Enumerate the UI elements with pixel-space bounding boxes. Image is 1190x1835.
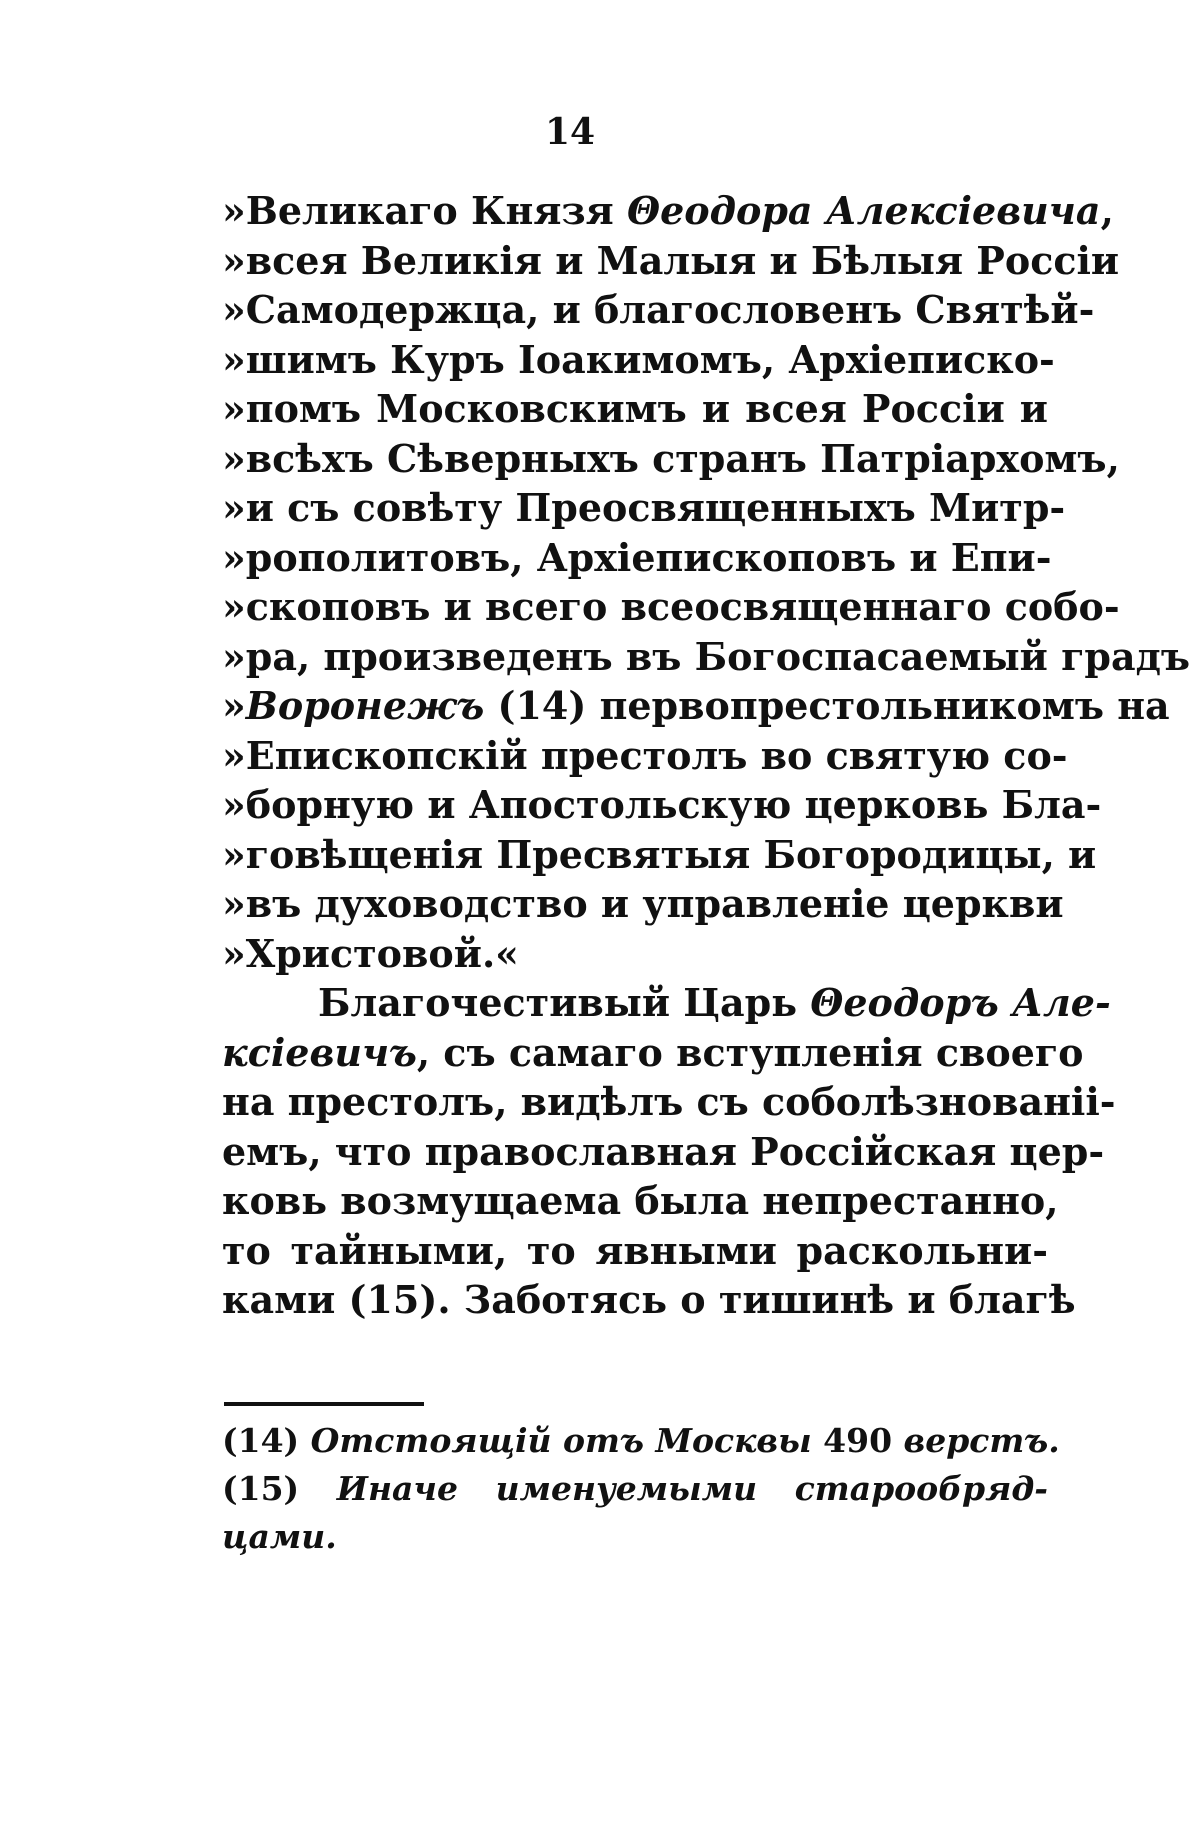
- text-segment: »рополитовъ, Архіепископовъ и Епи-: [222, 534, 1052, 580]
- body-line: [222, 285, 1095, 335]
- body-line: [222, 780, 1102, 830]
- body-line: [222, 731, 1068, 781]
- text-segment: ,: [1100, 188, 1114, 233]
- body-line: [222, 830, 1097, 880]
- body-line: [222, 483, 1066, 533]
- body-line: [222, 335, 1055, 385]
- page-number: 14: [544, 111, 596, 153]
- italic-text: верстъ.: [903, 1421, 1060, 1460]
- body-line: [222, 879, 1064, 929]
- body-line: [222, 632, 1190, 682]
- text-segment: »говѣщенія Пресвятыя Богородицы, и: [222, 831, 1097, 877]
- body-line: [222, 384, 1048, 434]
- italic-text: Иначе именуемыми старообряд-: [336, 1469, 1049, 1508]
- footnote-line: [222, 1417, 1060, 1465]
- text-segment: емъ, что православная Россійская цер-: [222, 1128, 1105, 1174]
- text-segment: »помъ Московскимъ и всея Россіи и: [222, 386, 1048, 431]
- text-segment: »всѣхъ Сѣверныхъ странъ Патріархомъ,: [222, 435, 1120, 481]
- body-line: [222, 1176, 1059, 1226]
- text-segment: »скоповъ и всего всеосвященнаго собо-: [222, 584, 1120, 629]
- italic-text: Отстоящій отъ Москвы: [310, 1421, 812, 1460]
- text-segment: »Великаго Князя: [222, 188, 627, 233]
- text-segment: 490: [811, 1421, 904, 1460]
- text-segment: , съ самаго вступленія своего: [416, 1029, 1084, 1075]
- text-segment: »шимъ Куръ Іоакимомъ, Архіеписко-: [222, 336, 1055, 382]
- text-segment: »борную и Апостольскую церковь Бла-: [222, 782, 1102, 827]
- text-segment: Благочестивый Царь: [318, 980, 811, 1025]
- body-line: [222, 1028, 1084, 1078]
- text-segment: (15): [222, 1469, 337, 1508]
- body-line: [222, 978, 1111, 1028]
- text-segment: ковь возмущаема была непрестанно,: [222, 1178, 1059, 1223]
- body-line: [222, 236, 1120, 286]
- body-line: [222, 1127, 1105, 1177]
- text-segment: на престолъ, видѣлъ съ соболѣзнованіі-: [222, 1079, 1116, 1124]
- body-line: [222, 929, 1048, 979]
- italic-text: Θеодора Алексіевича: [626, 188, 1101, 233]
- text-segment: ками (15). Заботясь о тишинѣ и благѣ: [222, 1277, 1076, 1322]
- footnote-line: [222, 1465, 1048, 1513]
- italic-text: Воронежъ: [245, 683, 485, 728]
- text-segment: »въ духоводство и управленіе церкви: [222, 881, 1064, 926]
- text-segment: »всея Великія и Малыя и Бѣлыя Россіи: [222, 237, 1120, 283]
- italic-text: Θеодоръ Але-: [810, 980, 1111, 1025]
- italic-text: цами.: [222, 1517, 337, 1556]
- body-line: [222, 533, 1052, 583]
- text-segment: »и съ совѣту Преосвященныхъ Митр-: [222, 485, 1066, 530]
- text-segment: »Епископскій престолъ во святую со-: [222, 732, 1068, 778]
- text-segment: (14) первопрестольникомъ на: [484, 683, 1170, 728]
- body-line: [222, 1275, 1076, 1325]
- body-line: [222, 186, 1114, 236]
- main-text: [222, 186, 1190, 1325]
- text-segment: (14): [222, 1421, 311, 1460]
- body-line: [222, 582, 1120, 632]
- body-line: [222, 1226, 1048, 1276]
- text-segment: »Самодержца, и благословенъ Святѣй-: [222, 287, 1095, 332]
- text-segment: »Христовой.«: [222, 930, 519, 976]
- body-line: [222, 1077, 1116, 1127]
- footnote-line: [222, 1513, 1048, 1561]
- text-segment: то тайными, то явными раскольни-: [222, 1227, 1048, 1273]
- text-segment: »: [222, 683, 246, 728]
- footnote-divider: [224, 1402, 424, 1406]
- body-line: [222, 434, 1120, 484]
- text-segment: »ра, произведенъ въ Богоспасаемый градъ: [222, 633, 1190, 679]
- italic-text: ксіевичъ: [222, 1029, 417, 1075]
- footnotes: [222, 1417, 1060, 1561]
- body-line: [222, 681, 1170, 731]
